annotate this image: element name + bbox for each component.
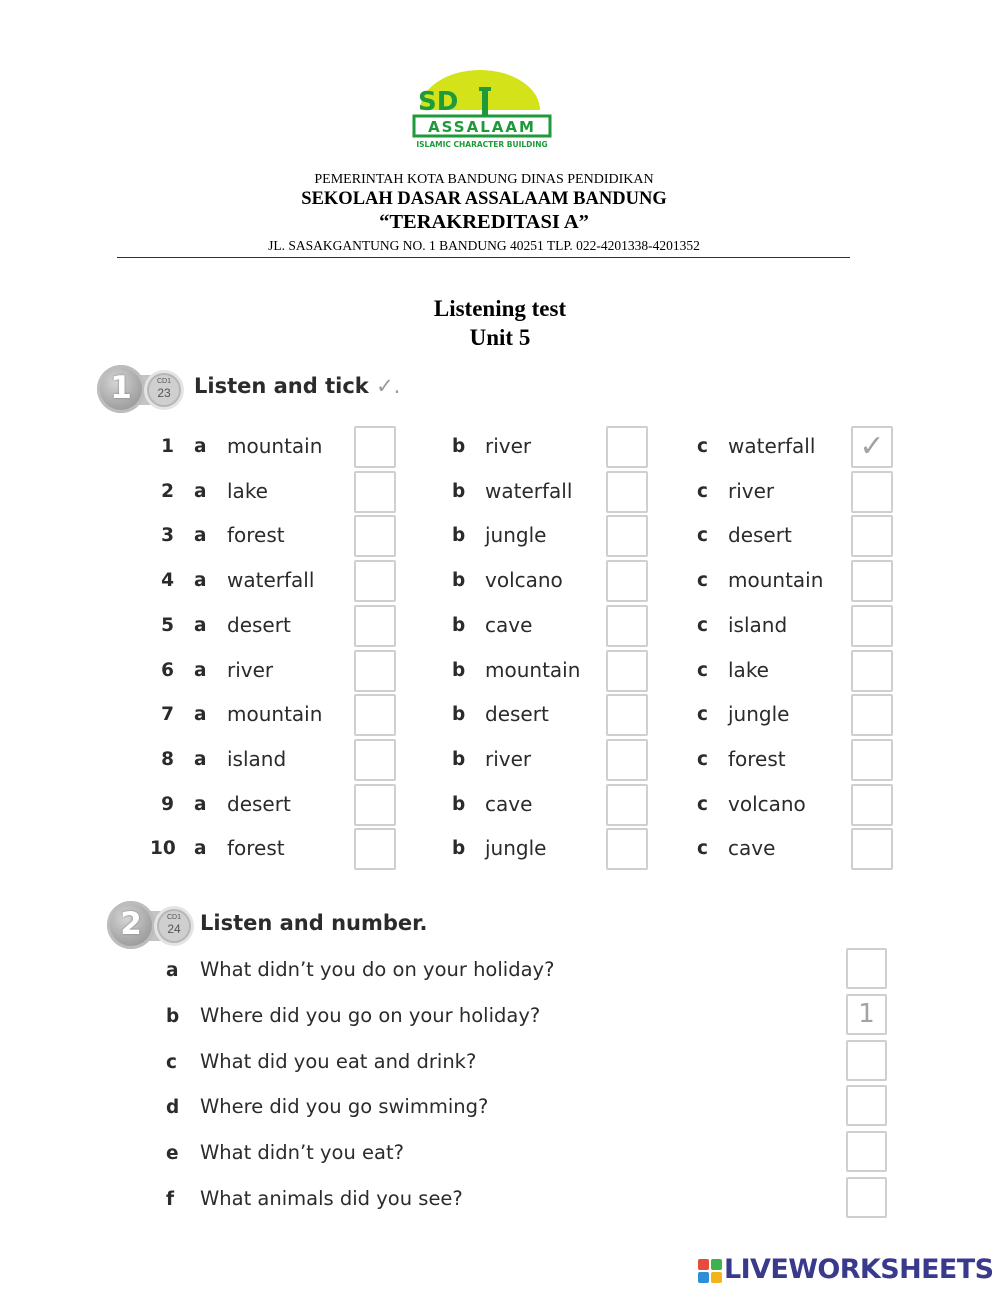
tick-box-a[interactable] [354,650,396,692]
option-letter-a: a [194,660,207,681]
tick-box-c[interactable]: ✓ [851,426,893,468]
option-letter-a: a [194,481,207,502]
row-number: 5 [161,615,174,636]
option-letter-b: b [452,660,466,681]
number-answer-box[interactable] [846,1177,887,1218]
option-word-b: volcano [485,568,563,592]
letterhead-address: JL. SASAKGANTUNG NO. 1 BANDUNG 40251 TLP. 022-4201338-4201352 [268,238,700,253]
tick-box-c[interactable] [851,650,893,692]
option-letter-c: c [697,481,708,502]
option-word-b: mountain [485,658,581,682]
option-letter-a: a [194,749,207,770]
tick-box-a[interactable] [354,560,396,602]
row-number: 4 [161,570,174,591]
option-letter-a: a [194,794,207,815]
logo-sd-text: SD [418,87,459,117]
exercise-1-instruction [194,374,400,398]
option-letter-b: b [452,704,466,725]
option-word-b: desert [485,702,549,726]
tick-box-b[interactable] [606,426,648,468]
option-word-b: river [485,747,532,771]
tick-box-c[interactable] [851,739,893,781]
row-number: 7 [161,704,174,725]
tick-box-c[interactable] [851,515,893,557]
option-letter-a: a [194,525,207,546]
option-letter-c: c [697,570,708,591]
tick-box-a[interactable] [354,605,396,647]
question-text: Where did you go on your holiday? [200,1004,541,1027]
number-answer-box[interactable] [846,1085,887,1126]
option-word-c: desert [728,523,792,547]
option-letter-b: b [452,481,466,502]
tick-box-c[interactable] [851,560,893,602]
option-word-c: lake [728,658,769,682]
option-letter-a: a [194,570,207,591]
page-subtitle: Unit 5 [469,325,531,350]
option-word-a: island [227,747,287,771]
letterhead-divider [117,257,850,258]
tick-box-b[interactable] [606,515,648,557]
option-letter-c: c [697,794,708,815]
option-letter-b: b [452,749,466,770]
option-letter-c: c [697,615,708,636]
option-word-a: lake [227,479,268,503]
question-letter: f [166,1189,175,1210]
number-answer-box[interactable]: 1 [846,994,887,1035]
row-number: 9 [161,794,174,815]
row-number: 2 [161,481,174,502]
tick-box-a[interactable] [354,471,396,513]
option-letter-c: c [697,704,708,725]
option-word-b: river [485,434,532,458]
cd-track: 23 [157,386,171,400]
cd-label: CD1 [156,378,171,385]
tick-box-a[interactable] [354,694,396,736]
option-word-b: jungle [485,836,547,860]
question-letter: b [166,1006,180,1027]
option-word-a: waterfall [227,568,315,592]
question-text: What animals did you see? [200,1187,463,1210]
option-letter-c: c [697,660,708,681]
tick-box-b[interactable] [606,471,648,513]
tick-box-a[interactable] [354,784,396,826]
tick-box-c[interactable] [851,694,893,736]
option-letter-b: b [452,838,466,859]
option-word-c: river [728,479,775,503]
tick-box-a[interactable] [354,426,396,468]
row-number: 6 [161,660,174,681]
logo-tagline: ISLAMIC CHARACTER BUILDING [416,140,548,149]
option-letter-a: a [194,704,207,725]
exercise-2-instruction: Listen and number. [200,911,428,935]
option-word-a: mountain [227,434,323,458]
option-letter-b: b [452,525,466,546]
option-word-c: mountain [728,568,824,592]
question-letter: a [166,960,179,981]
tick-box-b[interactable] [606,605,648,647]
tick-box-c[interactable] [851,605,893,647]
option-word-a: forest [227,523,285,547]
option-word-b: jungle [485,523,547,547]
number-answer-box[interactable] [846,1131,887,1172]
question-text: What did you eat and drink? [200,1050,477,1073]
option-word-c: volcano [728,792,806,816]
cd-label: CD1 [166,914,181,921]
option-letter-a: a [194,436,207,457]
option-letter-a: a [194,838,207,859]
question-text: What didn’t you eat? [200,1141,404,1164]
question-text: Where did you go swimming? [200,1095,489,1118]
option-letter-c: c [697,436,708,457]
option-word-b: cave [485,792,533,816]
option-word-c: waterfall [728,434,816,458]
option-letter-c: c [697,838,708,859]
option-word-c: island [728,613,788,637]
row-number: 3 [161,525,174,546]
option-letter-b: b [452,794,466,815]
option-word-a: mountain [227,702,323,726]
page-title: Listening test [433,296,567,321]
tick-box-c[interactable] [851,828,893,870]
tick-box-a[interactable] [354,828,396,870]
school-logo [412,70,562,152]
option-word-a: desert [227,613,291,637]
tick-icon: ✓. [376,374,401,398]
tick-box-b[interactable] [606,739,648,781]
question-letter: e [166,1143,179,1164]
option-letter-a: a [194,615,207,636]
tick-box-c[interactable] [851,471,893,513]
exercise-1-instruction-text: Listen and tick [194,374,369,398]
tick-box-b[interactable] [606,784,648,826]
option-word-c: jungle [728,702,790,726]
logo-tower [482,90,488,116]
letterhead-school-name: SEKOLAH DASAR ASSALAAM BANDUNG [301,189,667,209]
letterhead-accreditation: “TERAKREDITASI A” [379,211,589,233]
tick-box-b[interactable] [606,560,648,602]
row-number: 10 [150,838,176,859]
letterhead-line-1: PEMERINTAH KOTA BANDUNG DINAS PENDIDIKAN [314,172,654,187]
number-answer-box[interactable] [846,948,887,989]
exercise-2-number: 2 [120,906,142,942]
option-word-b: waterfall [485,479,573,503]
option-word-a: forest [227,836,285,860]
logo-main-text: ASSALAAM [428,118,536,136]
cd-icon [147,373,181,407]
liveworksheets-icon [698,1259,722,1283]
exercise-1-number: 1 [110,370,132,406]
option-letter-b: b [452,570,466,591]
option-word-a: river [227,658,274,682]
tick-box-b[interactable] [606,694,648,736]
option-word-a: desert [227,792,291,816]
option-letter-b: b [452,615,466,636]
number-answer-box[interactable] [846,1040,887,1081]
option-letter-c: c [697,525,708,546]
option-word-c: cave [728,836,776,860]
tick-box-c[interactable] [851,784,893,826]
question-text: What didn’t you do on your holiday? [200,958,555,981]
tick-box-b[interactable] [606,650,648,692]
tick-box-a[interactable] [354,739,396,781]
option-letter-c: c [697,749,708,770]
cd-icon [157,909,191,943]
tick-box-b[interactable] [606,828,648,870]
row-number: 1 [161,436,174,457]
option-letter-b: b [452,436,466,457]
row-number: 8 [161,749,174,770]
option-word-c: forest [728,747,786,771]
question-letter: c [166,1052,177,1073]
tick-box-a[interactable] [354,515,396,557]
liveworksheets-brand: LIVEWORKSHEETS [724,1254,994,1285]
question-letter: d [166,1097,180,1118]
cd-track: 24 [167,922,181,936]
option-word-b: cave [485,613,533,637]
